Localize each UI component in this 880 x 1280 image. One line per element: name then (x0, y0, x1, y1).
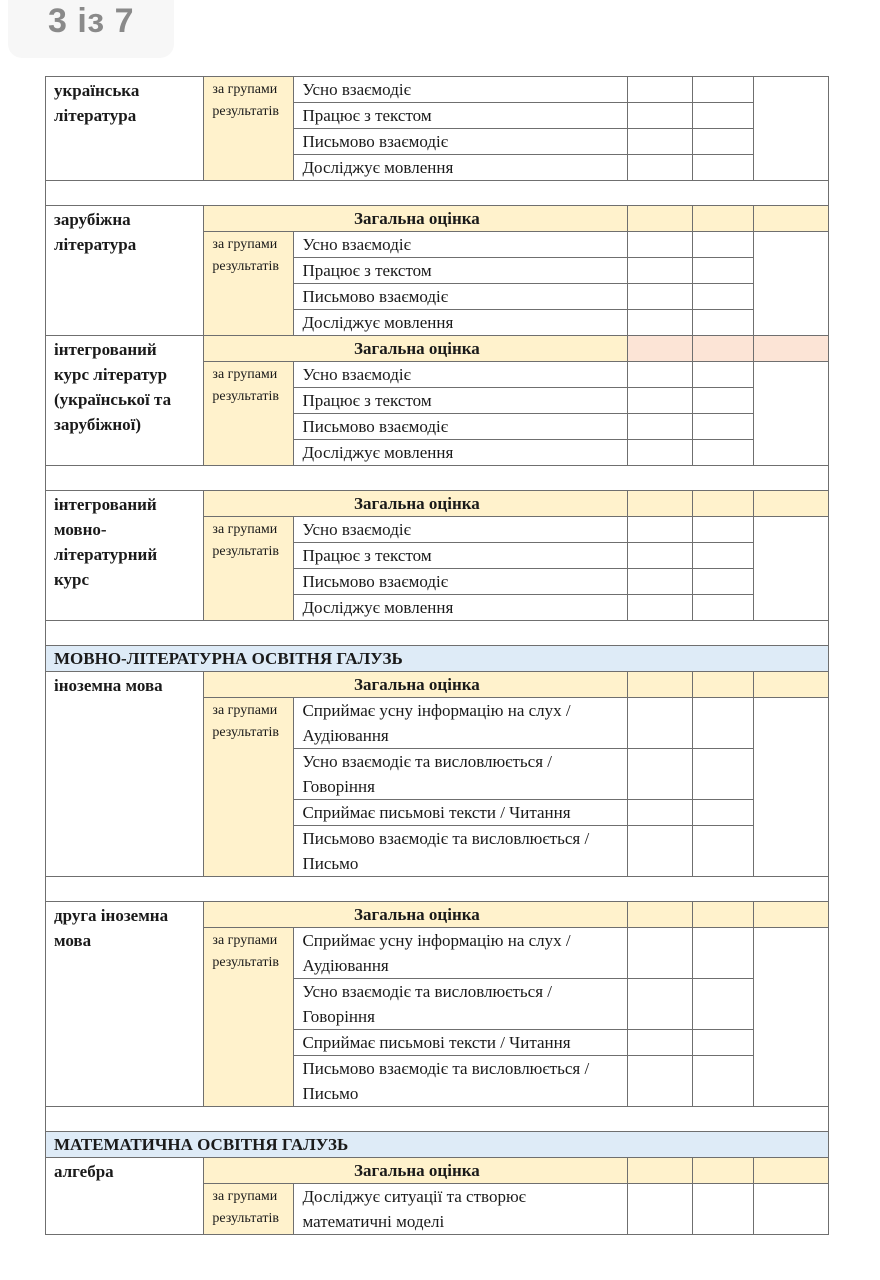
grade-cell[interactable] (693, 362, 753, 388)
table-row (46, 672, 829, 698)
grade-cell[interactable] (628, 440, 693, 466)
result-cell: Сприймає усну інформацію на слух / Аудіювання (294, 928, 628, 979)
grade-cell[interactable] (693, 1056, 753, 1107)
grade-cell[interactable] (693, 414, 753, 440)
grade-cell[interactable] (628, 310, 693, 336)
grade-cell[interactable] (628, 543, 693, 569)
grade-cell[interactable] (628, 595, 693, 621)
area-header-row (46, 1132, 829, 1158)
grade-cell[interactable] (693, 595, 753, 621)
grade-cell[interactable] (628, 1056, 693, 1107)
grade-cell[interactable] (628, 569, 693, 595)
result-cell: Усно взаємодіє та висловлюється / Говоріння (294, 979, 628, 1030)
assessment-table (45, 76, 829, 1235)
overall-grade-cell[interactable] (693, 491, 753, 517)
overall-grade-cell[interactable] (753, 672, 828, 698)
grade-cell[interactable] (693, 77, 753, 103)
overall-label-cell: Загальна оцінка (204, 336, 628, 362)
grade-cell[interactable] (693, 979, 753, 1030)
result-cell: Письмово взаємодіє (294, 569, 628, 595)
grade-cell[interactable] (693, 129, 753, 155)
result-cell: Усно взаємодіє та висловлюється / Говоріння (294, 749, 628, 800)
subject-cell: зарубіжна література (46, 206, 204, 336)
table-row (46, 1158, 829, 1184)
result-cell: Працює з текстом (294, 543, 628, 569)
subject-cell: інтегрований курс літератур (української та зарубіжної) (46, 336, 204, 466)
grade-cell[interactable] (628, 749, 693, 800)
group-label-cell: за групами результатів (204, 362, 294, 466)
grade-cell[interactable] (693, 543, 753, 569)
grade-cell[interactable] (693, 517, 753, 543)
grade-cell[interactable] (628, 1184, 693, 1235)
spacer-cell (46, 466, 829, 491)
spacer-row (46, 1107, 829, 1132)
result-cell: Письмово взаємодіє (294, 284, 628, 310)
grade-cell[interactable] (628, 800, 693, 826)
spacer-row (46, 466, 829, 491)
grade-cell[interactable] (628, 155, 693, 181)
result-cell: Письмово взаємодіє (294, 129, 628, 155)
grade-cell[interactable] (628, 1030, 693, 1056)
grade-cell-merged[interactable] (753, 698, 828, 877)
group-label-cell: за групами результатів (204, 517, 294, 621)
result-cell: Усно взаємодіє (294, 517, 628, 543)
grade-cell[interactable] (628, 928, 693, 979)
grade-cell[interactable] (693, 800, 753, 826)
page-indicator-label: 3 із 7 (48, 2, 135, 40)
spacer-cell (46, 621, 829, 646)
spacer-row (46, 181, 829, 206)
grade-cell[interactable] (628, 77, 693, 103)
grade-cell-merged[interactable] (753, 232, 828, 336)
result-cell: Працює з текстом (294, 258, 628, 284)
grade-cell[interactable] (693, 155, 753, 181)
result-cell: Сприймає усну інформацію на слух / Аудіювання (294, 698, 628, 749)
grade-cell-merged[interactable] (753, 928, 828, 1107)
overall-grade-cell[interactable] (628, 902, 693, 928)
overall-grade-cell[interactable] (628, 336, 693, 362)
result-cell: Усно взаємодіє (294, 362, 628, 388)
table-row (46, 336, 829, 362)
table-row (46, 902, 829, 928)
subject-cell: українська література (46, 77, 204, 181)
result-cell: Досліджує мовлення (294, 155, 628, 181)
grade-cell-merged[interactable] (753, 517, 828, 621)
grade-cell[interactable] (628, 414, 693, 440)
result-cell: Письмово взаємодіє та висловлюється / Письмо (294, 1056, 628, 1107)
spacer-row (46, 621, 829, 646)
grade-cell[interactable] (693, 1030, 753, 1056)
overall-label-cell: Загальна оцінка (204, 1158, 628, 1184)
overall-label-cell: Загальна оцінка (204, 206, 628, 232)
grade-cell[interactable] (693, 440, 753, 466)
grade-cell[interactable] (693, 258, 753, 284)
grade-cell[interactable] (628, 362, 693, 388)
overall-grade-cell[interactable] (693, 672, 753, 698)
subject-cell: інтегрований мовно-літературний курс (46, 491, 204, 621)
grade-cell[interactable] (628, 129, 693, 155)
result-cell: Письмово взаємодіє та висловлюється / Письмо (294, 826, 628, 877)
overall-label-cell: Загальна оцінка (204, 902, 628, 928)
overall-label-cell: Загальна оцінка (204, 491, 628, 517)
overall-grade-cell[interactable] (628, 206, 693, 232)
overall-label-cell: Загальна оцінка (204, 672, 628, 698)
spacer-cell (46, 1107, 829, 1132)
grade-cell[interactable] (693, 826, 753, 877)
spacer-cell (46, 181, 829, 206)
result-cell: Досліджує мовлення (294, 310, 628, 336)
spacer-cell (46, 877, 829, 902)
area-header: МАТЕМАТИЧНА ОСВІТНЯ ГАЛУЗЬ (46, 1132, 829, 1158)
result-cell: Досліджує мовлення (294, 440, 628, 466)
table-row (46, 206, 829, 232)
result-cell: Працює з текстом (294, 388, 628, 414)
overall-grade-cell[interactable] (693, 902, 753, 928)
grade-cell[interactable] (628, 284, 693, 310)
result-cell: Досліджує ситуації та створює математичні моделі (294, 1184, 628, 1235)
area-header-row (46, 646, 829, 672)
grade-cell[interactable] (693, 569, 753, 595)
result-cell: Досліджує мовлення (294, 595, 628, 621)
result-cell: Усно взаємодіє (294, 232, 628, 258)
overall-grade-cell[interactable] (693, 1158, 753, 1184)
grade-cell[interactable] (693, 1184, 753, 1235)
grade-cell[interactable] (628, 232, 693, 258)
grade-cell[interactable] (628, 698, 693, 749)
grade-cell-merged[interactable] (753, 362, 828, 466)
grade-cell[interactable] (628, 258, 693, 284)
group-label-cell: за групами результатів (204, 698, 294, 877)
overall-grade-cell[interactable] (753, 491, 828, 517)
overall-grade-cell[interactable] (693, 336, 753, 362)
grade-cell[interactable] (693, 103, 753, 129)
grade-cell[interactable] (693, 388, 753, 414)
grade-cell[interactable] (628, 103, 693, 129)
overall-grade-cell[interactable] (693, 206, 753, 232)
overall-grade-cell[interactable] (628, 672, 693, 698)
group-label-cell: за групами результатів (204, 1184, 294, 1235)
group-label-cell: за групами результатів (204, 77, 294, 181)
page-indicator (8, 0, 174, 58)
grade-cell[interactable] (693, 928, 753, 979)
grade-cell[interactable] (628, 388, 693, 414)
group-label-cell: за групами результатів (204, 928, 294, 1107)
grade-cell[interactable] (628, 979, 693, 1030)
overall-grade-cell[interactable] (753, 206, 828, 232)
result-cell: Працює з текстом (294, 103, 628, 129)
grade-cell-merged[interactable] (753, 1184, 828, 1235)
result-cell: Сприймає письмові тексти / Читання (294, 800, 628, 826)
overall-grade-cell[interactable] (753, 902, 828, 928)
grade-cell[interactable] (693, 284, 753, 310)
grade-cell[interactable] (693, 749, 753, 800)
group-label-cell: за групами результатів (204, 232, 294, 336)
overall-grade-cell[interactable] (628, 1158, 693, 1184)
overall-grade-cell[interactable] (628, 491, 693, 517)
result-cell: Сприймає письмові тексти / Читання (294, 1030, 628, 1056)
table-row (46, 491, 829, 517)
subject-cell: іноземна мова (46, 672, 204, 877)
table-row (46, 77, 829, 103)
grade-cell[interactable] (693, 232, 753, 258)
overall-grade-cell[interactable] (753, 1158, 828, 1184)
grade-cell-merged[interactable] (753, 77, 828, 181)
overall-grade-cell[interactable] (753, 336, 828, 362)
subject-cell: алгебра (46, 1158, 204, 1235)
grade-cell[interactable] (693, 310, 753, 336)
grade-cell[interactable] (693, 698, 753, 749)
result-cell: Усно взаємодіє (294, 77, 628, 103)
grade-cell[interactable] (628, 517, 693, 543)
grade-cell[interactable] (628, 826, 693, 877)
result-cell: Письмово взаємодіє (294, 414, 628, 440)
spacer-row (46, 877, 829, 902)
subject-cell: друга іноземна мова (46, 902, 204, 1107)
area-header: МОВНО-ЛІТЕРАТУРНА ОСВІТНЯ ГАЛУЗЬ (46, 646, 829, 672)
